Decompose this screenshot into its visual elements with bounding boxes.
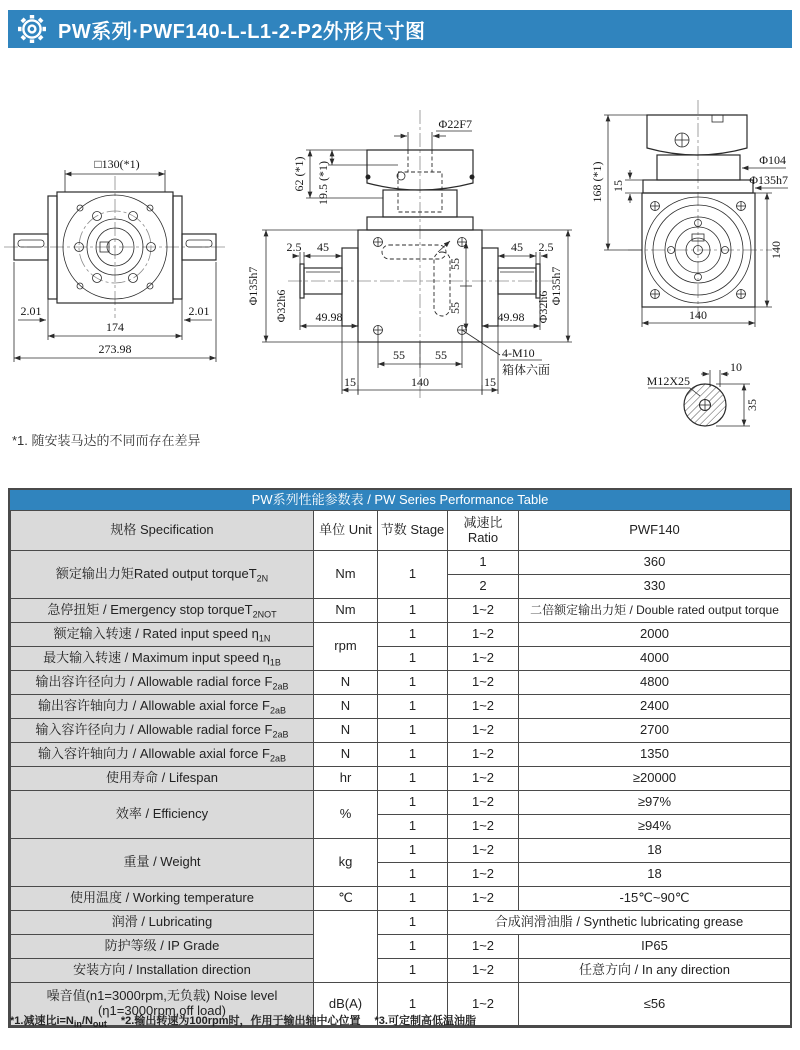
dim-label: 174 (106, 320, 124, 334)
stage-cell: 1 (378, 767, 448, 791)
dim-label: 55 (448, 258, 462, 270)
table-row (11, 623, 791, 647)
row-label-text: 急停扭矩 / Emergency stop torqueT (47, 602, 253, 618)
table-row (11, 767, 791, 791)
dimension-drawing (0, 52, 800, 452)
value-cell: ≥20000 (519, 767, 791, 791)
unit-cell: hr (314, 767, 378, 791)
table-row (11, 887, 791, 911)
col-header-unit: 单位 Unit (314, 511, 378, 551)
table-row (11, 551, 791, 575)
row-label-sub: 2aB (272, 729, 289, 740)
unit-cell (314, 911, 378, 983)
ratio-cell: 1~2 (448, 647, 519, 671)
unit-cell: N (314, 719, 378, 743)
row-label-line1: 噪音值(n1=3000rpm,无负载) Noise level (46, 988, 278, 1004)
value-cell: IP65 (519, 935, 791, 959)
row-label-text: 输出容许轴向力 / Allowable axial force F (38, 698, 270, 714)
dim-label: 19.5 (*1) (316, 161, 330, 205)
table-row (11, 791, 791, 815)
row-label (11, 599, 314, 623)
dim-label: 15 (611, 180, 625, 192)
table-row (11, 935, 791, 959)
row-label-text: 输出容许径向力 / Allowable radial force F (35, 674, 273, 690)
value-cell: -15℃~90℃ (519, 887, 791, 911)
stage-cell: 1 (378, 719, 448, 743)
ratio-cell: 2 (448, 575, 519, 599)
row-label: 重量 / Weight (11, 839, 314, 887)
dim-label: 2.01 (20, 304, 42, 318)
dim-label: 4-M10 (502, 346, 535, 360)
value-cell: 4000 (519, 647, 791, 671)
ratio-cell: 1~2 (448, 863, 519, 887)
dim-label: 140 (769, 241, 783, 259)
performance-table-wrap (8, 488, 792, 1028)
dim-label: 2.01 (188, 304, 210, 318)
row-label-sub: 2N (256, 573, 269, 584)
row-label-sub: 2aB (269, 753, 286, 764)
dim-label: Φ32h6 (274, 289, 288, 323)
value-cell: 任意方向 / In any direction (519, 959, 791, 983)
table-title: PW系列性能参数表 / PW Series Performance Table (10, 490, 790, 510)
stage-cell: 1 (378, 671, 448, 695)
row-label: 防护等级 / IP Grade (11, 935, 314, 959)
table-row (11, 719, 791, 743)
gear-icon (16, 13, 48, 45)
row-label-sub: 2aB (269, 705, 286, 716)
stage-cell: 1 (378, 863, 448, 887)
stage-cell: 1 (378, 959, 448, 983)
table-row (11, 671, 791, 695)
value-cell: ≥97% (519, 791, 791, 815)
value-cell: 2700 (519, 719, 791, 743)
table-row (11, 695, 791, 719)
dim-label: 箱体六面 (502, 363, 551, 377)
col-header-stage: 节数 Stage (378, 511, 448, 551)
row-label (11, 551, 314, 599)
dim-label: 45 (511, 240, 523, 254)
stage-cell: 1 (378, 623, 448, 647)
table-row (11, 911, 791, 935)
row-label-sub: 2aB (272, 681, 289, 692)
ratio-cell: 1~2 (448, 815, 519, 839)
front-view (4, 157, 228, 362)
dim-label: 35 (745, 399, 759, 411)
stage-cell: 1 (378, 551, 448, 599)
footnote-sub: out (92, 1019, 107, 1030)
value-cell: 330 (519, 575, 791, 599)
dim-label: 15 (344, 375, 356, 389)
stage-cell: 1 (378, 791, 448, 815)
unit-cell: % (314, 791, 378, 839)
stage-cell: 1 (378, 911, 448, 935)
value-cell: 4800 (519, 671, 791, 695)
table-row (11, 839, 791, 863)
table-footnote (10, 1012, 476, 1028)
ratio-cell: 1~2 (448, 935, 519, 959)
row-label (11, 623, 314, 647)
ratio-cell: 1~2 (448, 623, 519, 647)
row-label (11, 647, 314, 671)
row-label (11, 671, 314, 695)
col-header-model: PWF140 (519, 511, 791, 551)
page-title: PW系列·PWF140-L-L1-2-P2外形尺寸图 (58, 20, 426, 43)
footnote-part: *3.可定制高低温油脂 (374, 1015, 476, 1027)
ratio-cell: 1~2 (448, 983, 519, 1026)
dim-label: Φ135h7 (246, 266, 260, 306)
dim-label: 10 (730, 360, 742, 374)
value-cell: 二倍额定输出力矩 / Double rated output torque (519, 599, 791, 623)
dim-label: Φ32h6 (536, 290, 550, 324)
drawing-footnote: *1. 随安装马达的不同而存在差异 (12, 433, 201, 448)
stage-cell: 1 (378, 599, 448, 623)
shaft-detail (647, 360, 759, 426)
row-label-text: 输入容许轴向力 / Allowable axial force F (38, 746, 270, 762)
dim-label: □130(*1) (94, 157, 140, 171)
ratio-cell: 1~2 (448, 743, 519, 767)
dim-label: Φ135h7 (549, 266, 563, 306)
dim-label: 2.5 (286, 240, 302, 254)
row-label (11, 695, 314, 719)
row-label-text: 额定输出力矩Rated output torqueT (55, 566, 257, 582)
dim-label: 62 (*1) (292, 156, 306, 192)
footnote-sub: in (73, 1019, 82, 1030)
dim-label: 15 (484, 375, 496, 389)
ratio-cell: 1~2 (448, 671, 519, 695)
value-cell: 合成润滑油脂 / Synthetic lubricating grease (448, 911, 791, 935)
unit-cell: dB(A) (314, 983, 378, 1026)
unit-cell: N (314, 671, 378, 695)
stage-cell: 1 (378, 887, 448, 911)
header-bar (8, 10, 792, 48)
col-header-spec: 规格 Specification (11, 511, 314, 551)
stage-cell: 1 (378, 935, 448, 959)
performance-table (10, 510, 791, 1026)
ratio-cell: 1 (448, 551, 519, 575)
dim-label: M12X25 (646, 374, 690, 388)
value-cell: ≤56 (519, 983, 791, 1026)
dim-label: 49.98 (315, 310, 343, 324)
dim-label: 140 (411, 375, 429, 389)
dim-label: 45 (317, 240, 329, 254)
footnote-part: /N (81, 1015, 93, 1027)
rear-view (590, 100, 788, 327)
ratio-cell: 1~2 (448, 839, 519, 863)
row-label: 安装方向 / Installation direction (11, 959, 314, 983)
stage-cell: 1 (378, 815, 448, 839)
value-cell: ≥94% (519, 815, 791, 839)
ratio-cell: 1~2 (448, 719, 519, 743)
row-label (11, 719, 314, 743)
side-view (246, 110, 572, 398)
row-label (11, 743, 314, 767)
unit-cell: Nm (314, 599, 378, 623)
row-label-sub: 1N (258, 633, 271, 644)
ratio-cell: 1~2 (448, 599, 519, 623)
row-label: 效率 / Efficiency (11, 791, 314, 839)
table-row (11, 647, 791, 671)
stage-cell: 1 (378, 743, 448, 767)
col-header-ratio: 减速比 Ratio (448, 511, 519, 551)
value-cell: 2400 (519, 695, 791, 719)
unit-cell: N (314, 695, 378, 719)
dim-label: 2.5 (538, 240, 554, 254)
unit-cell: rpm (314, 623, 378, 671)
dim-label: 55 (448, 302, 462, 314)
value-cell: 18 (519, 863, 791, 887)
row-label-text: 输入容许径向力 / Allowable radial force F (35, 722, 273, 738)
dim-label: Φ104 (759, 153, 786, 167)
value-cell: 1350 (519, 743, 791, 767)
table-row (11, 959, 791, 983)
footnote-part: *2.输出转速为100rpm时，作用于输出轴中心位置 (120, 1015, 361, 1027)
unit-cell: N (314, 743, 378, 767)
unit-cell: Nm (314, 551, 378, 599)
row-label-sub: 1B (269, 657, 281, 668)
stage-cell: 1 (378, 695, 448, 719)
value-cell: 2000 (519, 623, 791, 647)
ratio-cell: 1~2 (448, 887, 519, 911)
stage-cell: 1 (378, 647, 448, 671)
dim-label: 168 (*1) (590, 161, 604, 203)
row-label: 使用寿命 / Lifespan (11, 767, 314, 791)
dim-label: 140 (689, 308, 707, 322)
stage-cell: 1 (378, 839, 448, 863)
ratio-cell: 1~2 (448, 959, 519, 983)
table-row (11, 599, 791, 623)
footnote-part: *1.减速比i=N (10, 1015, 74, 1027)
ratio-cell: 1~2 (448, 791, 519, 815)
dim-label: 273.98 (98, 342, 132, 356)
row-label-text: 最大输入转速 / Maximum input speed η (43, 650, 270, 666)
row-label: 使用温度 / Working temperature (11, 887, 314, 911)
value-cell: 360 (519, 551, 791, 575)
ratio-cell: 1~2 (448, 695, 519, 719)
dim-label: 49.98 (497, 310, 525, 324)
row-label-line2: (η1=3000rpm,off load) (97, 1003, 227, 1018)
table-row (11, 743, 791, 767)
dim-label: Φ135h7 (749, 173, 788, 187)
dim-label: 55 (435, 348, 447, 362)
unit-cell: ℃ (314, 887, 378, 911)
value-cell: 18 (519, 839, 791, 863)
row-label: 润滑 / Lubricating (11, 911, 314, 935)
dim-label: Φ22F7 (438, 117, 472, 131)
row-label-text: 额定输入转速 / Rated input speed η (53, 626, 259, 642)
stage-cell: 1 (378, 983, 448, 1026)
ratio-cell: 1~2 (448, 767, 519, 791)
unit-cell: kg (314, 839, 378, 887)
row-label-sub: 2NOT (252, 609, 277, 620)
dim-label: 55 (393, 348, 405, 362)
